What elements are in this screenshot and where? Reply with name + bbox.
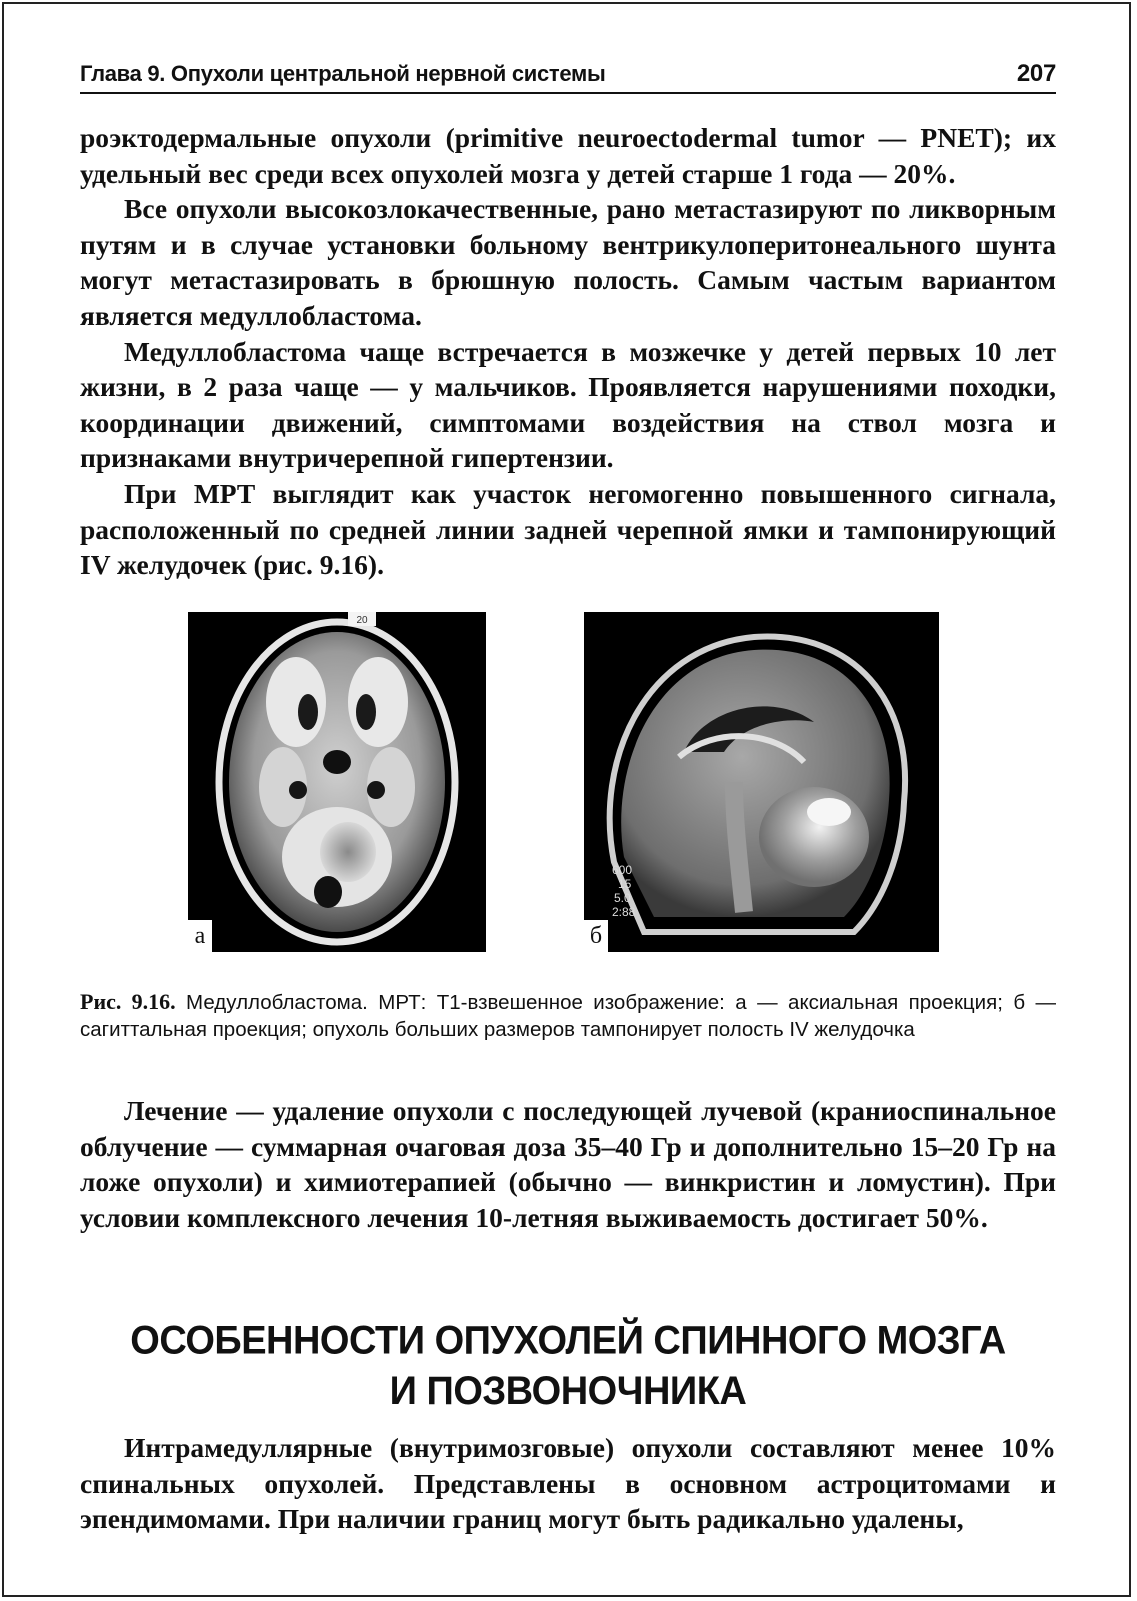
paragraph-pnet: роэктодермальные опухоли (primitive neuroectodermal tumor — PNET); их удельный вес среди всех опухолей мозга у детей старше 1 года — 20%. [80, 122, 1056, 189]
running-head [80, 60, 1056, 94]
body-text-treatment [80, 1093, 1056, 1235]
chapter-title: Глава 9. Опухоли центральной нервной системы [80, 61, 606, 86]
paragraph-medulloblastoma: Медуллобластома чаще встречается в мозжечке у детей первых 10 лет жизни, в 2 раза чаще — у мальчиков. Проявляется нарушениями походки, координации движений, симптомами воздействия на ствол мозга и признаками внутричерепной гипертензии. [80, 335, 1056, 474]
caption-number: Рис. 9.16. [80, 989, 176, 1014]
sagittal-overlay-tr: 600 [612, 863, 633, 877]
sagittal-overlay-time: 2:88 [612, 905, 636, 919]
paragraph-mri: При МРТ выглядит как участок негомогенно повышенного сигнала, расположенный по средней линии задней черепной ямки и тампонирующий IV желудочек (рис. 9.16). [80, 477, 1056, 581]
sagittal-overlay-te: 15 [618, 877, 632, 891]
page-number: 207 [1016, 60, 1056, 87]
paragraph-malignancy: Все опухоли высокозлокачественные, рано метастазируют по ликворным путям и в случае установки больному вентрикулоперитонеального шунта могут метастазировать в брюшную полость. Самым частым вариантом является медуллобластома. [80, 193, 1056, 331]
figure-caption [80, 988, 1056, 1043]
section-heading-line-1: ОСОБЕННОСТИ ОПУХОЛЕЙ СПИННОГО МОЗГА [130, 1318, 1006, 1363]
paragraph-treatment: Лечение — удаление опухоли с последующей лучевой (краниоспинальное облучение — суммарная очаговая доза 35–40 Гр и дополнительно 15–20 Гр на ложе опухоли) и химиотерапией (обычно — винкристин и ломустин). При условии комплексного лечения 10-летняя выживаемость достигает 50%. [80, 1095, 1056, 1233]
sagittal-brain-illustration [584, 612, 939, 952]
body-text-bottom [80, 1430, 1056, 1537]
mri-sagittal-image [584, 612, 939, 952]
section-heading-line-2: И ПОЗВОНОЧНИКА [389, 1369, 747, 1414]
paragraph-intramedullary: Интрамедуллярные (внутримозговые) опухоли составляют менее 10% спинальных опухолей. Представлены в основном астроцитомами и эпендимомами. При наличии границ могут быть радикально удалены, [80, 1432, 1056, 1535]
section-heading [80, 1316, 1056, 1417]
panel-b-letter: б [584, 920, 608, 952]
axial-marker-label: 20 [356, 615, 368, 626]
caption-text: Медуллобластома. МРТ: Т1-взвешенное изображение: а — аксиальная проекция; б — сагиттальная проекция; опухоль больших размеров тампонирует полость IV желудочка [80, 991, 1056, 1041]
mri-axial-image [188, 612, 486, 952]
body-text-top [80, 120, 1056, 583]
panel-a-letter: а [188, 920, 212, 952]
figure-9-16 [188, 612, 958, 952]
sagittal-overlay-thickness: 5.0 [614, 891, 631, 905]
axial-brain-illustration [188, 612, 486, 952]
